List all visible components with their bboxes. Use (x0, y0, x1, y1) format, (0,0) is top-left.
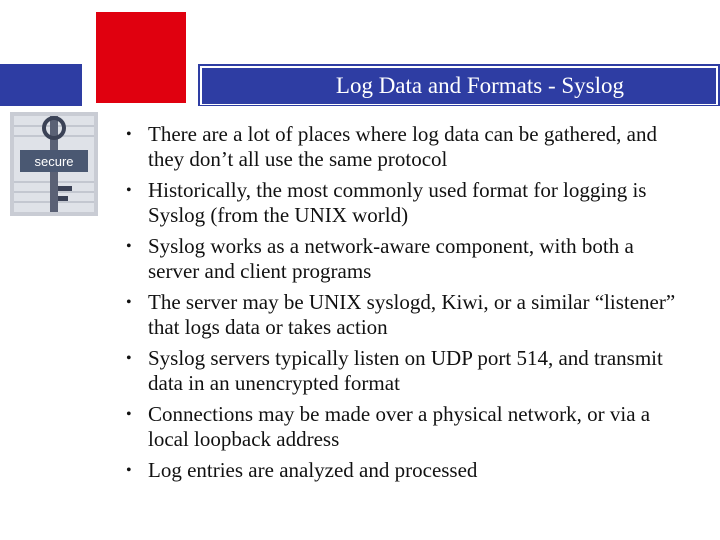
bullet-text: Syslog servers typically listen on UDP port 514, and transmit data in an unencrypted format (148, 346, 663, 395)
bullet-marker: • (126, 294, 132, 311)
bullet-text: Log entries are analyzed and processed (148, 458, 478, 482)
bullet-marker: • (126, 350, 132, 367)
bullet-marker: • (126, 182, 132, 199)
bullet-list (122, 122, 682, 489)
bullet-text: Syslog works as a network-aware component, with both a server and client programs (148, 234, 634, 283)
bullet-text: Historically, the most commonly used format for logging is Syslog (from the UNIX world) (148, 178, 647, 227)
red-accent-block (96, 12, 186, 103)
bullet-marker: • (126, 238, 132, 255)
title-bar (202, 68, 716, 104)
slide-title: Log Data and Formats - Syslog (335, 73, 624, 98)
bullet-text: Connections may be made over a physical network, or via a local loopback address (148, 402, 651, 451)
bullet-marker: • (126, 406, 132, 423)
bullet-marker: • (126, 462, 132, 479)
bullet-item (122, 234, 682, 284)
bullet-item (122, 402, 682, 452)
bullet-item (122, 122, 682, 172)
bullet-item (122, 458, 682, 483)
logo-text: secure (34, 154, 74, 169)
bullet-text: There are a lot of places where log data can be gathered, and they don’t all use the same protocol (148, 122, 657, 171)
secure-key-logo (10, 112, 98, 216)
bullet-marker: • (126, 126, 132, 143)
bullet-item (122, 178, 682, 228)
bullet-item (122, 290, 682, 340)
bullet-text: The server may be UNIX syslogd, Kiwi, or a similar “listener” that logs data or takes action (148, 290, 676, 339)
header-bar-left (0, 64, 82, 106)
bullet-item (122, 346, 682, 396)
